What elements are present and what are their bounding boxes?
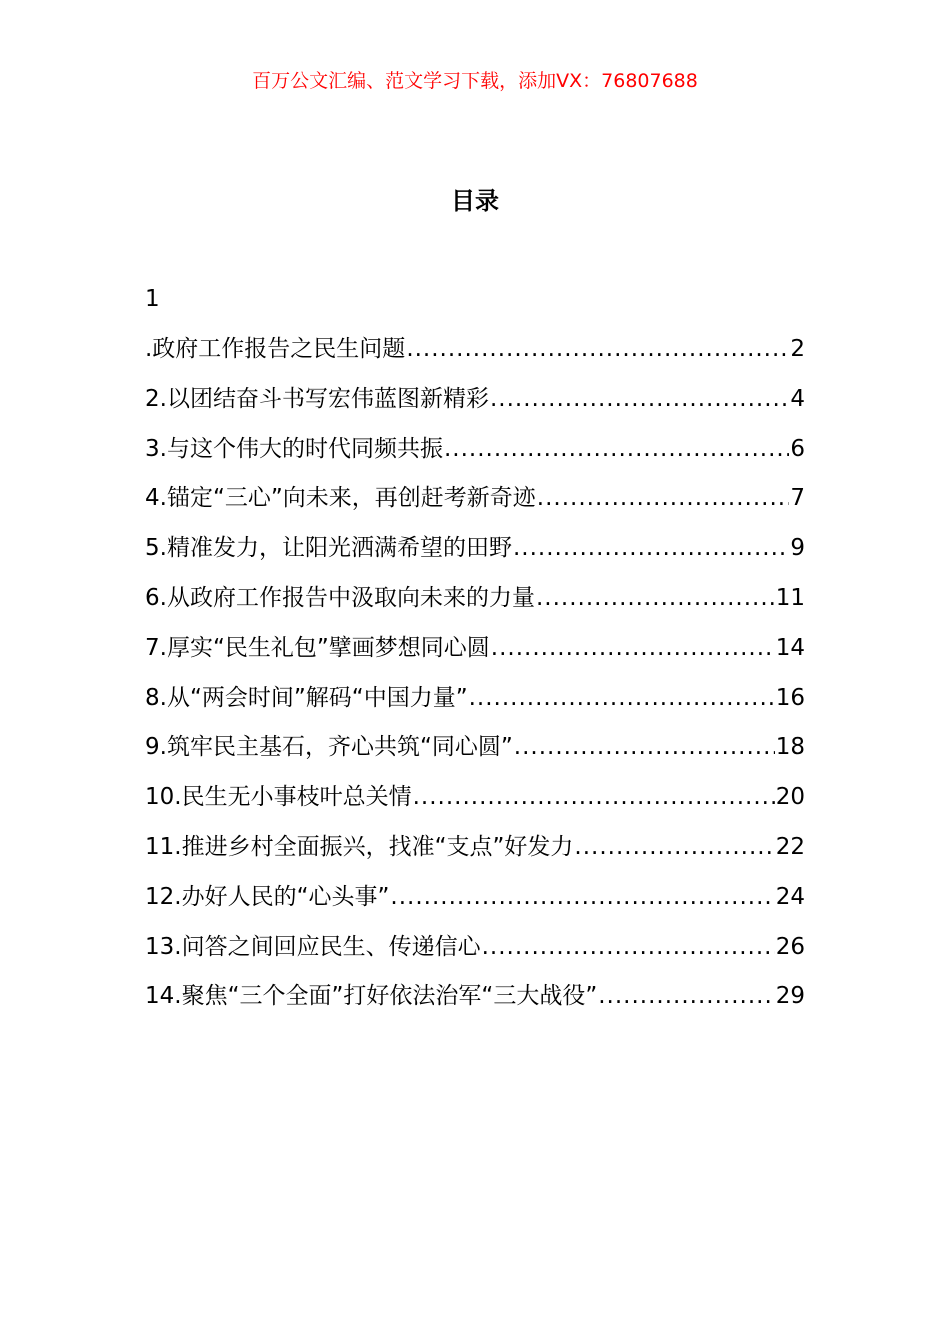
toc-dot-leader	[537, 482, 790, 514]
toc-entry-page: 20	[775, 784, 805, 811]
toc-entry[interactable]	[145, 433, 805, 483]
toc-entry-title: 13.问答之间回应民生、传递信心	[145, 933, 481, 960]
toc-dot-leader	[406, 333, 789, 365]
toc-entry[interactable]	[145, 682, 805, 732]
toc-number-line: 1	[145, 286, 160, 312]
toc-dot-leader	[490, 383, 789, 415]
toc-entry-page: 11	[775, 584, 805, 611]
table-of-contents	[145, 333, 805, 1030]
toc-entry[interactable]	[145, 482, 805, 532]
toc-dot-leader	[469, 682, 775, 714]
toc-dot-leader	[574, 831, 774, 863]
toc-entry-title: 12.办好人民的“心头事”	[145, 883, 390, 910]
toc-entry[interactable]	[145, 931, 805, 981]
toc-entry-title: 2.以团结奋斗书写宏伟蓝图新精彩	[145, 385, 489, 412]
toc-dot-leader	[598, 980, 774, 1012]
header-watermark-text: 百万公文汇编、范文学习下载，添加VX：76807688	[252, 70, 698, 92]
toc-dot-leader	[482, 931, 775, 963]
toc-entry[interactable]	[145, 831, 805, 881]
toc-dot-leader	[413, 781, 775, 813]
toc-dot-leader	[513, 532, 789, 564]
toc-dot-leader	[390, 881, 774, 913]
toc-entry-title: 4.锚定“三心”向未来，再创赶考新奇迹	[145, 485, 536, 512]
toc-dot-leader	[536, 582, 775, 614]
toc-entry-page: 16	[775, 684, 805, 711]
toc-dot-leader	[514, 731, 775, 763]
toc-entry-title: 14.聚焦“三个全面”打好依法治军“三大战役”	[145, 983, 598, 1010]
toc-entry[interactable]	[145, 881, 805, 931]
toc-entry-page: 2	[790, 336, 805, 362]
toc-entry[interactable]	[145, 632, 805, 682]
toc-entry-title: 8.从“两会时间”解码“中国力量”	[145, 684, 468, 711]
toc-entry-page: 29	[775, 983, 805, 1010]
toc-entry-title: 9.筑牢民主基石，齐心共筑“同心圆”	[145, 734, 513, 761]
toc-entry-title: 7.厚实“民生礼包”擘画梦想同心圆	[145, 634, 490, 661]
toc-entry[interactable]	[145, 731, 805, 781]
toc-entry[interactable]	[145, 582, 805, 632]
toc-entry-title: .政府工作报告之民生问题	[145, 336, 406, 362]
toc-entry[interactable]	[145, 781, 805, 831]
toc-entry[interactable]	[145, 532, 805, 582]
toc-entry-page: 4	[790, 385, 805, 412]
toc-entry-title: 3.与这个伟大的时代同频共振	[145, 435, 443, 462]
toc-entry-title: 5.精准发力，让阳光洒满希望的田野	[145, 535, 512, 562]
toc-entry-page: 14	[775, 634, 805, 661]
toc-entry-page: 26	[775, 933, 805, 960]
toc-entry-page: 6	[790, 435, 805, 462]
toc-dot-leader	[491, 632, 775, 664]
document-title: 目录	[451, 187, 499, 215]
toc-entry[interactable]	[145, 383, 805, 433]
toc-entry[interactable]	[145, 980, 805, 1030]
toc-entry-page: 7	[790, 485, 805, 512]
toc-entry-page: 22	[775, 833, 805, 860]
toc-entry-page: 18	[775, 734, 805, 761]
toc-dot-leader	[444, 433, 789, 465]
toc-entry-page: 24	[775, 883, 805, 910]
toc-entry-page: 9	[790, 535, 805, 562]
toc-entry-title: 11.推进乡村全面振兴，找准“支点”好发力	[145, 833, 574, 860]
toc-entry-title: 6.从政府工作报告中汲取向未来的力量	[145, 584, 535, 611]
toc-entry-title: 10.民生无小事枝叶总关情	[145, 784, 412, 811]
toc-entry[interactable]	[145, 333, 805, 383]
